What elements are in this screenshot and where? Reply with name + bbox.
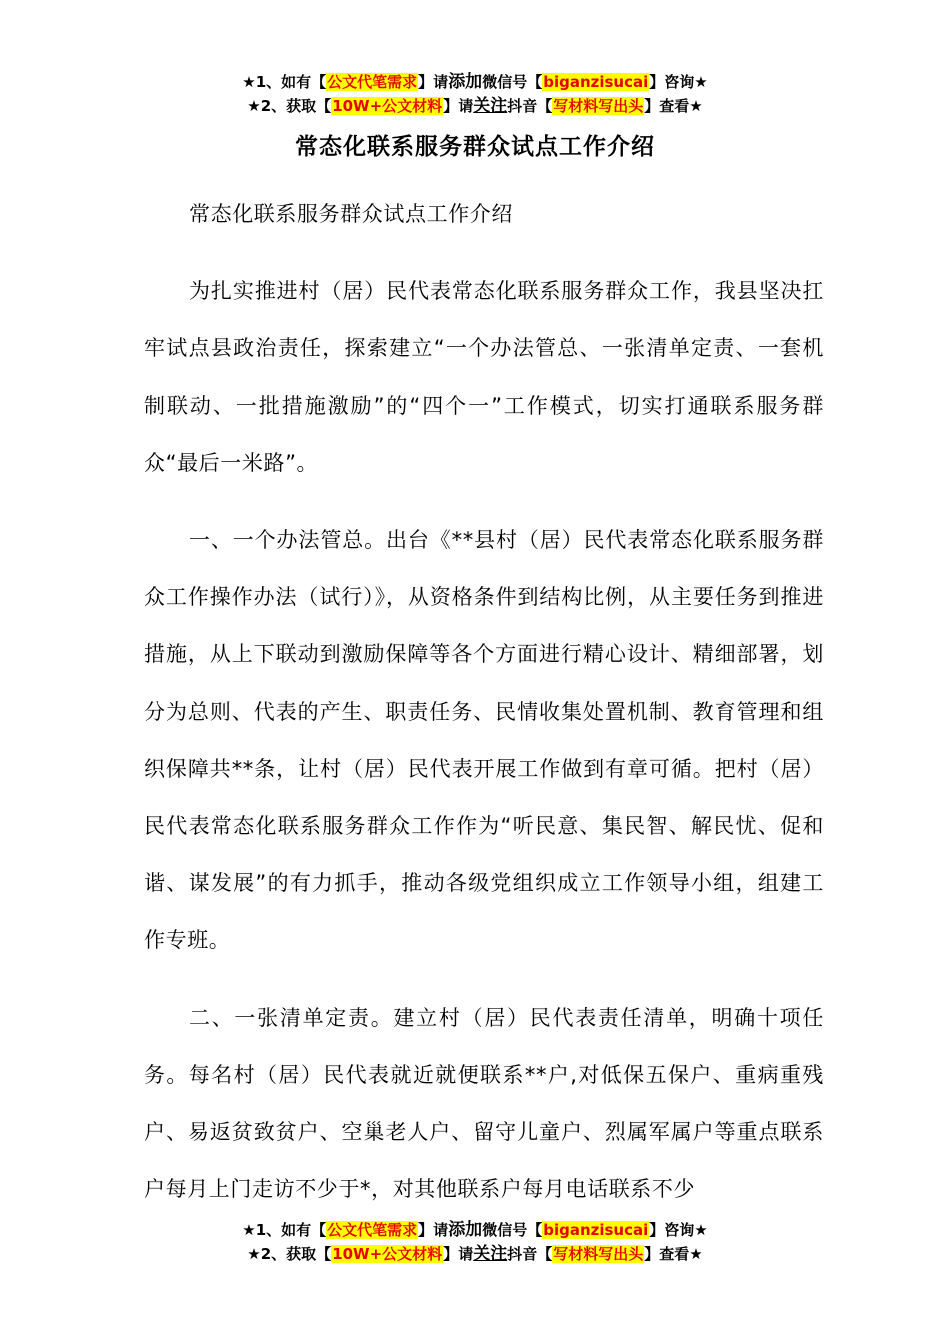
banner-text: 】请 [418,73,449,91]
banner-emphasis: 关注 [473,1244,508,1264]
banner-text: 微信号【 [482,73,543,91]
banner-line-2 [0,1242,950,1266]
banner-emphasis: 添加 [448,1220,483,1240]
paragraph-intro: 为扎实推进村（居）民代表常态化联系服务群众工作，我县坚决扛牢试点县政治责任，探索建立“一个办法管总、一张清单定责、一套机制联动、一批措施激励”的“四个一”工作模式，切实打通联系服务群众“最后一米路”。 [144,279,824,475]
banner-text: 微信号【 [482,1221,543,1239]
banner-highlight: 写材料写出头 [553,1245,644,1263]
banner-line-1 [0,70,950,94]
banner-highlight: biganzisucai [543,73,649,91]
banner-text: ★1、如有【 [242,73,327,91]
banner-text: 抖音【 [507,97,553,115]
banner-highlight: 写材料写出头 [553,97,644,115]
banner-text: ★2、获取【 [247,1245,332,1263]
banner-highlight: 10W+公文材料 [332,97,443,115]
header-banner [0,70,950,118]
banner-line-1 [0,1218,950,1242]
banner-text: ★1、如有【 [242,1221,327,1239]
document-title: 常态化联系服务群众试点工作介绍 [295,134,655,160]
banner-highlight: 10W+公文材料 [332,1245,443,1263]
banner-highlight: 公文代笔需求 [327,1221,418,1239]
banner-text: 】咨询★ [649,73,708,91]
banner-highlight: 公文代笔需求 [327,73,418,91]
paragraph-section-2: 二、一张清单定责。建立村（居）民代表责任清单，明确十项任务。每名村（居）民代表就近就便联系**户,对低保五保户、重病重残户、易返贫致贫户、空巢老人户、留守儿童户、烈属军属户等重点联系户每月上门走访不少于*，对其他联系户每月电话联系不少 [144,1005,824,1202]
banner-emphasis: 关注 [473,96,508,116]
banner-text: 】咨询★ [649,1221,708,1239]
document-body [144,186,824,1218]
banner-text: 】查看★ [644,1245,703,1263]
paragraph-subtitle: 常态化联系服务群众试点工作介绍 [189,202,513,226]
banner-line-2 [0,94,950,118]
banner-text: ★2、获取【 [247,97,332,115]
banner-text: 】请 [443,97,474,115]
banner-text: 】请 [443,1245,474,1263]
banner-emphasis: 添加 [448,72,483,92]
banner-highlight: biganzisucai [543,1221,649,1239]
banner-text: 】请 [418,1221,449,1239]
footer-banner [0,1218,950,1266]
banner-text: 抖音【 [507,1245,553,1263]
banner-text: 】查看★ [644,97,703,115]
paragraph-section-1: 一、一个办法管总。出台《**县村（居）民代表常态化联系服务群众工作操作办法（试行）》，从资格条件到结构比例，从主要任务到推进措施，从上下联动到激励保障等各个方面进行精心设计、精细部署，划分为总则、代表的产生、职责任务、民情收集处置机制、教育管理和组织保障共**条，让村（居）民代表开展工作做到有章可循。把村（居）民代表常态化联系服务群众工作作为“听民意、集民智、解民忧、促和谐、谋发展”的有力抓手，推动各级党组织成立工作领导小组，组建工作专班。 [144,528,824,953]
